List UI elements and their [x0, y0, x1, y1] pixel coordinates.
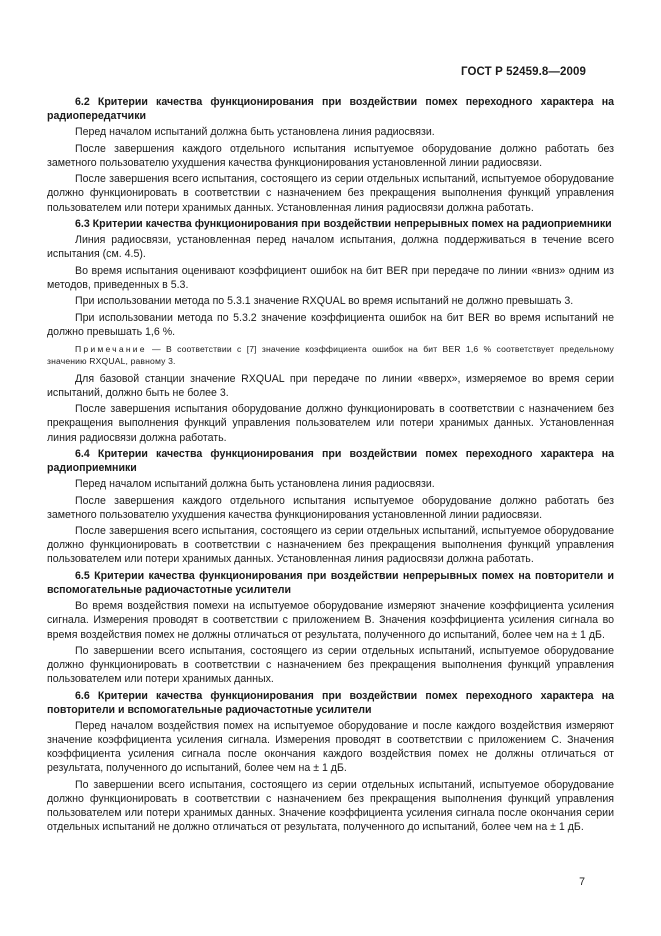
- document-id-header: ГОСТ Р 52459.8—2009: [461, 66, 586, 78]
- paragraph: Перед началом воздействия помех на испытуемое оборудование и после каждого воздействия измеряют значение коэффициента усиления сигнала. Измерения проводят в соответствии с приложением C. Значения коэффициента усиления сигнала после окончания каждого воздействия помех не должны отличаться от результата, полученного до испытаний, более чем на ± 1 дБ.: [47, 720, 614, 775]
- paragraph: Во время воздействия помехи на испытуемое оборудование измеряют значение коэффициента усиления сигнала. Измерения проводят в соответствии с приложением B. Значения коэффициента усиления сигнала во время воздействия помех не должны отличаться от результата, полученного до испытаний, более чем на ± 1 дБ.: [47, 600, 614, 641]
- section-heading-6-4: 6.4 Критерии качества функционирования при воздействии помех переходного характера на радиоприемники: [47, 447, 614, 475]
- paragraph: Перед началом испытаний должна быть установлена линия радиосвязи.: [75, 478, 435, 491]
- page-number: 7: [579, 876, 585, 888]
- paragraph: По завершении всего испытания, состоящего из серии отдельных испытаний, испытуемое оборудование должно функционировать в соответствии с назначением без прекращения выполнения функций управления пользователем или потери хранимых данных.: [47, 644, 614, 686]
- section-heading-6-3: 6.3 Критерии качества функционирования при воздействии непрерывных помех на радиоприемники: [75, 217, 612, 230]
- paragraph: После завершения всего испытания, состоящего из серии отдельных испытаний, испытуемое оборудование должно функционировать в соответствии с назначением без прекращения выполнения функций управления пользователем или потери хранимых данных. Установленная линия радиосвязи должна работать.: [47, 525, 614, 566]
- paragraph: При использовании метода по 5.3.1 значение RXQUAL во время испытаний не должно превышать 3.: [75, 295, 574, 308]
- note-text: — В соответствии с [7] значение коэффициента ошибок на бит BER 1,6 % соответствует предельному значению RXQUAL, равному 3.: [47, 343, 614, 366]
- document-body: [47, 95, 614, 836]
- paragraph: После завершения всего испытания, состоящего из серии отдельных испытаний, испытуемое оборудование должно функционировать в соответствии с назначением без прекращения выполнения функций управления пользователем или потери хранимых данных. Установленная линия радиосвязи должна работать.: [47, 173, 614, 214]
- paragraph: Во время испытания оценивают коэффициент ошибок на бит BER при передаче по линии «вниз» одним из методов, приведенных в 5.3.: [47, 264, 614, 291]
- section-heading-6-5: 6.5 Критерии качества функционирования при воздействии непрерывных помех на повторители и вспомогательные радиочастотные усилители: [47, 569, 614, 596]
- paragraph: Перед началом испытаний должна быть установлена линия радиосвязи.: [75, 126, 435, 139]
- section-heading-6-2: 6.2 Критерии качества функционирования при воздействии помех переходного характера на радиопередатчики: [47, 96, 614, 123]
- note: [47, 343, 614, 367]
- note-label: Примечание: [75, 343, 147, 354]
- section-heading-6-6: 6.6 Критерии качества функционирования при воздействии помех переходного характера на повторители и вспомогательные радиочастотные усилители: [47, 689, 614, 716]
- paragraph: По завершении всего испытания, состоящего из серии отдельных испытаний, испытуемое оборудование должно функционировать в соответствии с назначением без прекращения выполнения функций управления пользователем или потери хранимых данных. Значение коэффициента усиления сигнала после окончания серии отдельных испытаний не должно отличаться от результата, полученного до испытаний, более чем на ± 1 дБ.: [47, 778, 614, 833]
- paragraph: После завершения каждого отдельного испытания испытуемое оборудование должно работать без заметного пользователю ухудшения качества функционирования установленной линии радиосвязи.: [47, 494, 614, 521]
- paragraph: Линия радиосвязи, установленная перед началом испытания, должна поддерживаться в течение всего испытания (см. 4.5).: [47, 234, 614, 261]
- paragraph: После завершения испытания оборудование должно функционировать в соответствии с назначением без прекращения выполнения функций управления пользователем или потери хранимых данных. Установленная линия радиосвязи должна работать.: [47, 403, 614, 444]
- paragraph: При использовании метода по 5.3.2 значение коэффициента ошибок на бит BER во время испытаний не должно превышать 1,6 %.: [47, 311, 614, 338]
- paragraph: После завершения каждого отдельного испытания испытуемое оборудование должно работать без заметного пользователю ухудшения качества функционирования установленной линии радиосвязи.: [47, 142, 614, 169]
- paragraph: Для базовой станции значение RXQUAL при передаче по линии «вверх», измеряемое во время серии испытаний, должно быть не более 3.: [47, 372, 614, 399]
